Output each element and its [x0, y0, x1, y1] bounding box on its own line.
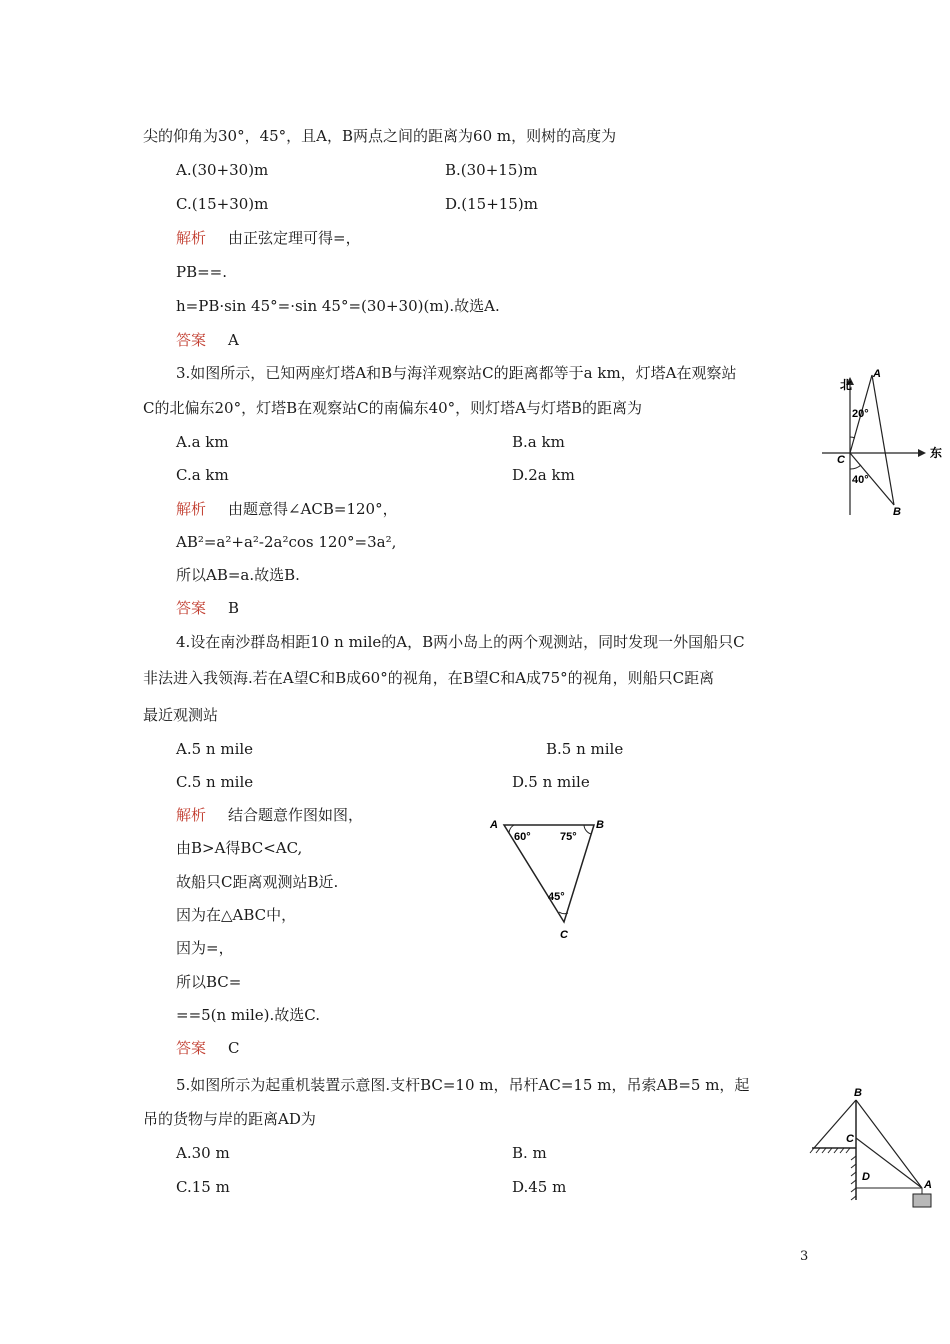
q5-option-b: B. m: [512, 1144, 547, 1162]
q3-option-a: A.a km: [176, 433, 229, 451]
q2-answer: A: [228, 331, 239, 349]
north-label: 北: [840, 378, 853, 392]
angle-40-label: 40°: [852, 474, 869, 486]
point-c-label: C: [837, 454, 845, 466]
q2-answer-label: 答案: [176, 331, 207, 349]
q4-solution-line-6: 所以BC=: [176, 973, 242, 991]
q4-solution-line-7: ==5(n mile).故选C.: [176, 1006, 320, 1024]
point-a-label: A: [924, 1179, 932, 1191]
q3-answer-label: 答案: [176, 599, 207, 617]
angle-c-label: 45°: [548, 891, 565, 903]
q4-option-c: C.5 n mile: [176, 773, 254, 791]
q4-answer-label: 答案: [176, 1039, 207, 1057]
q5-option-d: D.45 m: [512, 1178, 567, 1196]
q3-solution-line-1: 由题意得∠ACB=120°，: [228, 500, 398, 518]
angle-b-label: 75°: [560, 831, 577, 843]
q4-stem-line-1: 4.设在南沙群岛相距10 n mile的A，B两小岛上的两个观测站，同时发现一外国船只C: [176, 633, 745, 651]
q2-jiexi-label: 解析: [176, 229, 207, 247]
lighthouse-figure: [818, 365, 948, 525]
point-a-label: A: [490, 819, 498, 831]
angle-arc-40: [850, 465, 861, 469]
angle-arc-b: [584, 825, 591, 834]
point-a-label: A: [873, 368, 881, 380]
point-b-label: B: [596, 819, 604, 831]
q4-solution-line-1: 结合题意作图如图，: [228, 806, 364, 824]
q3-solution-line-3: 所以AB=a.故选B.: [176, 566, 300, 584]
q4-option-b: B.5 n mile: [546, 740, 624, 758]
q2-solution-line-3: h=PB·sin 45°=·sin 45°=(30+30)(m).故选A.: [176, 297, 500, 315]
q4-solution-line-2: 由B>A得BC<AC,: [176, 839, 303, 857]
crane-figure: [806, 1080, 936, 1210]
page-number: 3: [800, 1249, 809, 1264]
q2-option-b: B.(30+15)m: [445, 161, 538, 179]
angle-20-label: 20°: [852, 408, 869, 420]
q3-stem-line-1: 3.如图所示，已知两座灯塔A和B与海洋观察站C的距离都等于a km，灯塔A在观察站: [176, 364, 737, 382]
east-label: 东: [930, 446, 943, 460]
cargo-box: [913, 1194, 931, 1207]
q2-solution-line-1: 由正弦定理可得=，: [228, 229, 361, 247]
q4-solution-line-5: 因为=，: [176, 939, 234, 957]
q4-jiexi-label: 解析: [176, 806, 207, 824]
q5-stem-line-2: 吊的货物与岸的距离AD为: [143, 1110, 316, 1128]
point-c-label: C: [846, 1133, 854, 1145]
q2-option-a: A.(30+30)m: [176, 161, 269, 179]
q4-stem-line-3: 最近观测站: [143, 706, 219, 724]
q4-option-a: A.5 n mile: [176, 740, 254, 758]
q4-option-d: D.5 n mile: [512, 773, 590, 791]
line-ab: [872, 375, 894, 505]
triangle-figure: [484, 812, 614, 942]
point-b-label: B: [854, 1087, 862, 1099]
q3-option-c: C.a km: [176, 466, 229, 484]
q4-solution-line-4: 因为在△ABC中，: [176, 906, 297, 924]
q3-answer: B: [228, 599, 240, 617]
point-d-label: D: [862, 1171, 870, 1183]
east-arrow-icon: [918, 449, 926, 457]
q2-option-d: D.(15+15)m: [445, 195, 538, 213]
q5-option-a: A.30 m: [176, 1144, 230, 1162]
point-b-label: B: [893, 506, 901, 518]
angle-a-label: 60°: [514, 831, 531, 843]
q4-stem-line-2: 非法进入我领海.若在A望C和B成60°的视角，在B望C和A成75°的视角，则船只C距离: [143, 669, 715, 687]
q2-option-c: C.(15+30)m: [176, 195, 269, 213]
q5-option-c: C.15 m: [176, 1178, 230, 1196]
q2-solution-line-2: PB==.: [176, 263, 228, 281]
q3-option-d: D.2a km: [512, 466, 575, 484]
ground-hatch: [810, 1148, 856, 1200]
q3-stem-line-2: C的北偏东20°，灯塔B在观察站C的南偏东40°，则灯塔A与灯塔B的距离为: [143, 399, 643, 417]
q5-stem-line-1: 5.如图所示为起重机装置示意图.支杆BC=10 m，吊杆AC=15 m，吊索AB=5 m，起: [176, 1076, 750, 1094]
q4-answer: C: [228, 1039, 240, 1057]
q2-stem: 尖的仰角为30°，45°，且A，B两点之间的距离为60 m，则树的高度为: [143, 127, 617, 145]
q3-solution-line-2: AB²=a²+a²-2a²cos 120°=3a²,: [176, 533, 397, 551]
point-c-label: C: [560, 929, 568, 941]
q4-solution-line-3: 故船只C距离观测站B近.: [176, 873, 339, 891]
q3-jiexi-label: 解析: [176, 500, 207, 518]
q3-option-b: B.a km: [512, 433, 565, 451]
